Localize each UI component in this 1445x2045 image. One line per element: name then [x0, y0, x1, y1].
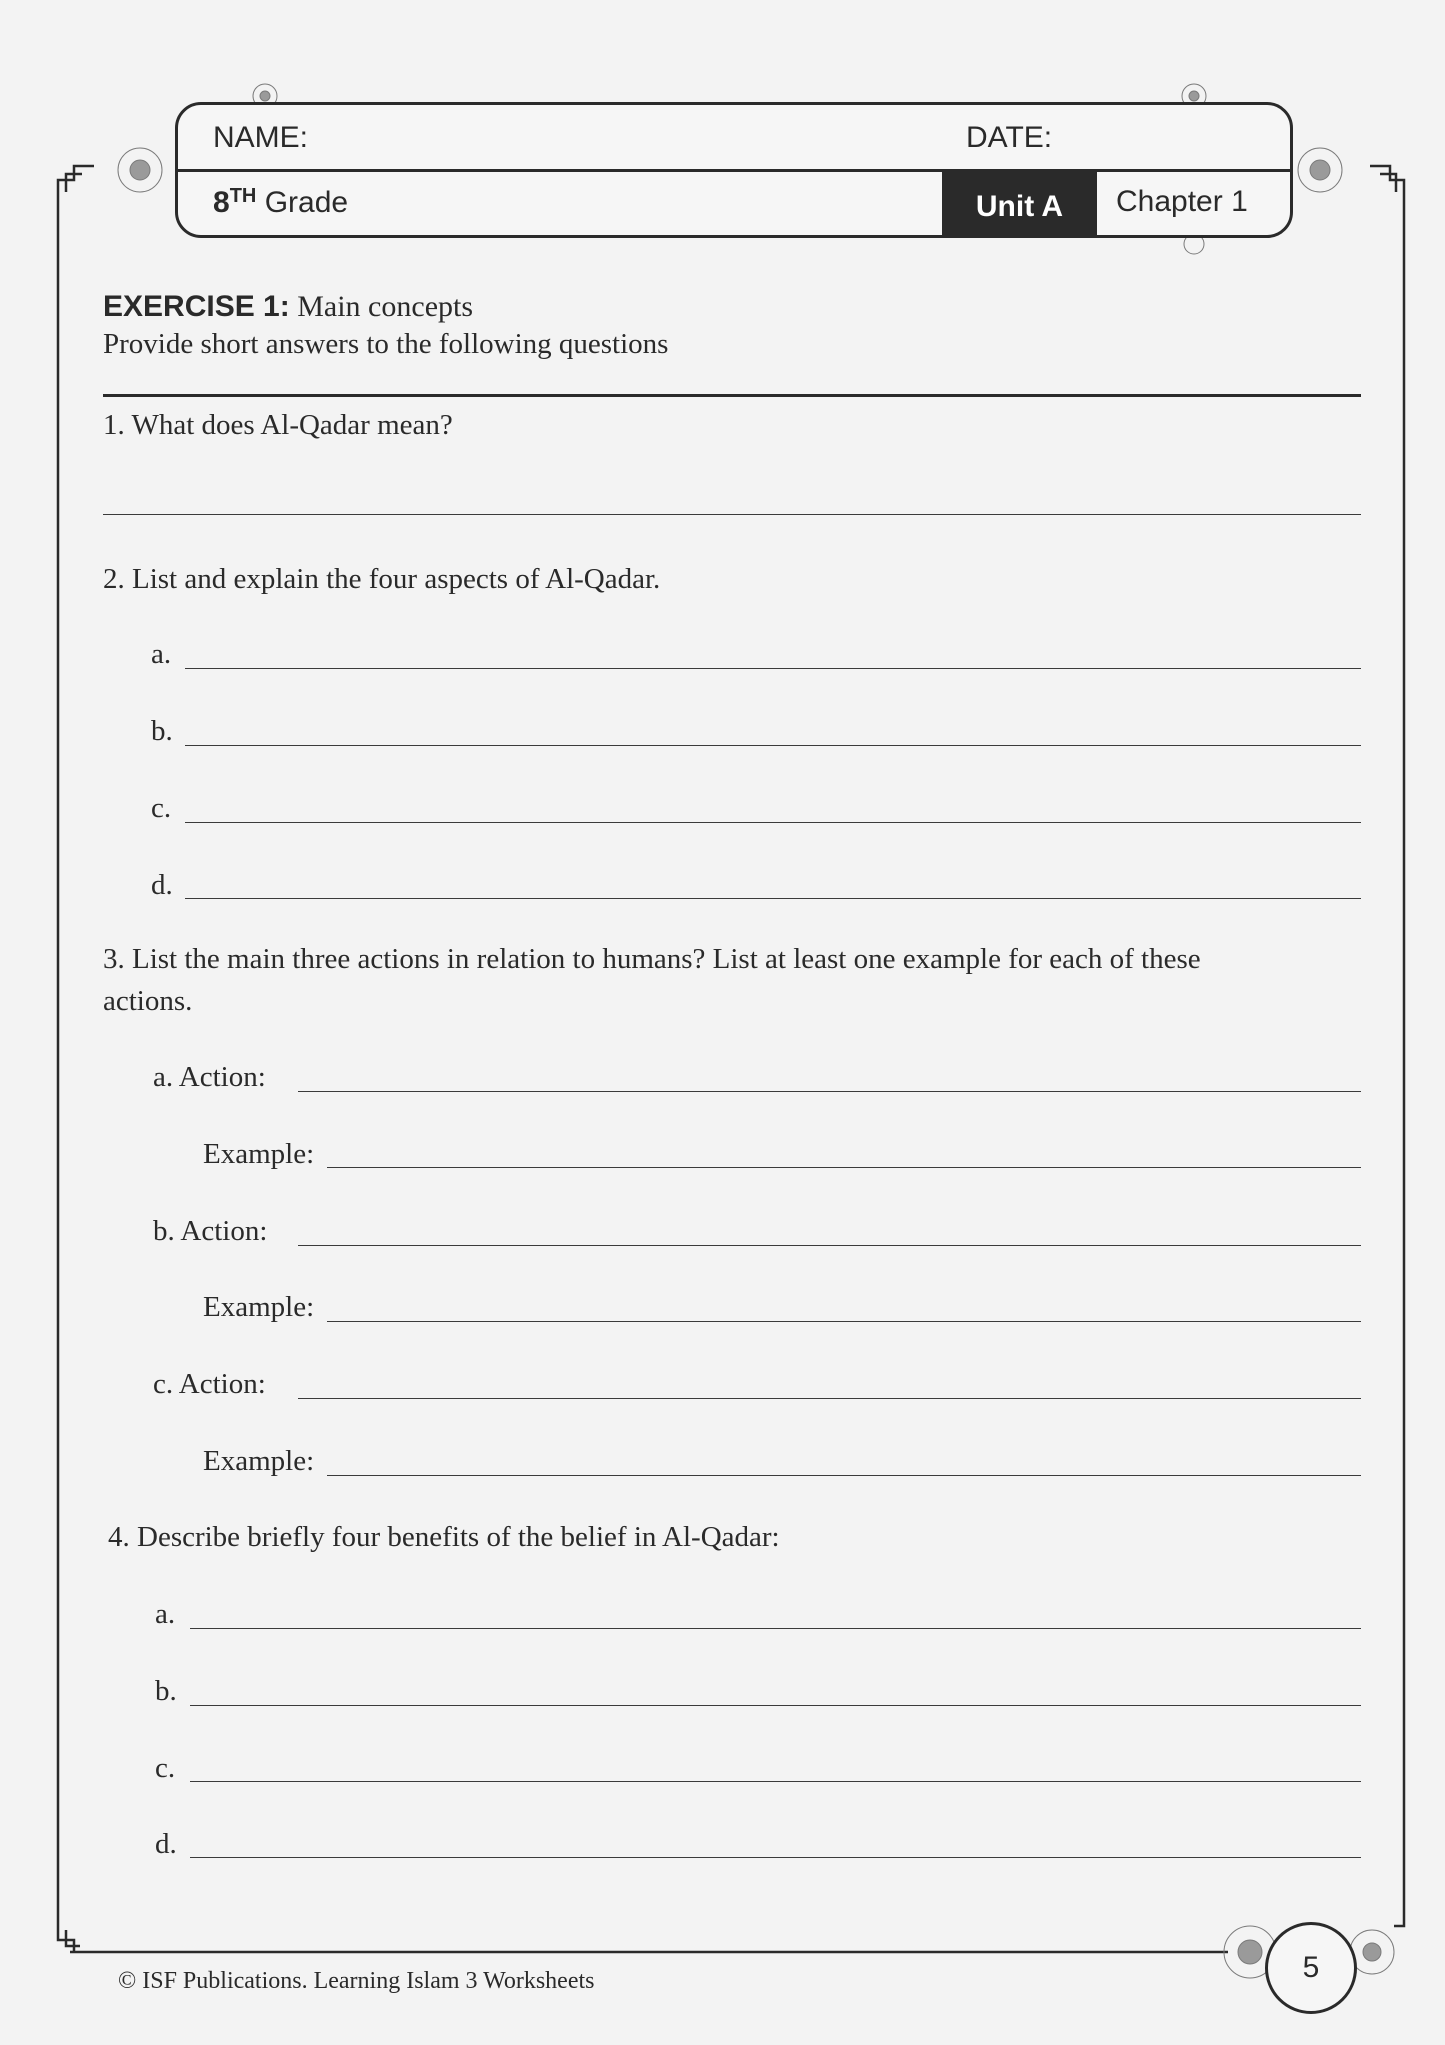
q3-action-a-label: a. Action: [153, 1061, 266, 1093]
chapter-label: Chapter 1 [1116, 185, 1248, 218]
answer-line-q2-a[interactable] [185, 668, 1361, 669]
q4-label-c: c. [155, 1752, 176, 1784]
grade-label [213, 185, 348, 220]
question-3-line-1: 3. List the main three actions in relation to humans? List at least one example for each of these [103, 943, 1201, 975]
q3-action-b-label: b. Action: [153, 1215, 268, 1247]
grade-word: Grade [264, 186, 349, 219]
q3-example-b-label: Example: [203, 1291, 315, 1323]
answer-line-q3-action-c[interactable] [298, 1398, 1361, 1399]
q4-label-b: b. [155, 1675, 177, 1707]
question-1: 1. What does Al-Qadar mean? [103, 409, 453, 441]
answer-line-q4-d[interactable] [190, 1857, 1361, 1858]
question-3-line-2: actions. [103, 985, 193, 1017]
date-label: DATE: [966, 121, 1053, 154]
answer-line-q2-b[interactable] [185, 745, 1361, 746]
section-divider [103, 394, 1361, 397]
answer-line-q3-action-a[interactable] [298, 1091, 1361, 1092]
answer-line-q2-d[interactable] [185, 898, 1361, 899]
q3-example-a-label: Example: [203, 1138, 315, 1170]
answer-line-q4-a[interactable] [190, 1628, 1361, 1629]
answer-line-q3-example-b[interactable] [327, 1321, 1361, 1322]
grade-number: 8 [213, 186, 230, 219]
header-divider [178, 169, 1290, 172]
ornament-icon [118, 84, 1394, 1978]
answer-line-q4-c[interactable] [190, 1781, 1361, 1782]
q2-label-a: a. [151, 638, 172, 670]
answer-line-q3-example-c[interactable] [327, 1475, 1361, 1476]
answer-line-q4-b[interactable] [190, 1705, 1361, 1706]
q2-label-c: c. [151, 792, 172, 824]
grade-suffix: TH [229, 185, 257, 207]
q4-label-a: a. [155, 1598, 176, 1630]
exercise-label: EXERCISE 1: [103, 290, 290, 323]
answer-line-q3-example-a[interactable] [327, 1167, 1361, 1168]
q3-example-c-label: Example: [203, 1445, 315, 1477]
q3-action-c-label: c. Action: [153, 1368, 266, 1400]
question-4: 4. Describe briefly four benefits of the belief in Al-Qadar: [108, 1521, 780, 1553]
page-number: 5 [1265, 1922, 1357, 2014]
name-label: NAME: [213, 121, 309, 154]
unit-badge: Unit A [942, 172, 1097, 238]
exercise-instruction: Provide short answers to the following questions [103, 328, 669, 360]
q4-label-d: d. [155, 1828, 177, 1860]
exercise-topic: Main concepts [297, 290, 474, 323]
copyright-footer: © ISF Publications. Learning Islam 3 Worksheets [118, 1968, 595, 1994]
answer-line-q1[interactable] [103, 514, 1361, 515]
q2-label-d: d. [151, 869, 173, 901]
worksheet-header [175, 102, 1293, 238]
q2-label-b: b. [151, 715, 173, 747]
exercise-title [103, 290, 473, 324]
answer-line-q3-action-b[interactable] [298, 1245, 1361, 1246]
answer-line-q2-c[interactable] [185, 822, 1361, 823]
question-2: 2. List and explain the four aspects of Al-Qadar. [103, 563, 661, 595]
